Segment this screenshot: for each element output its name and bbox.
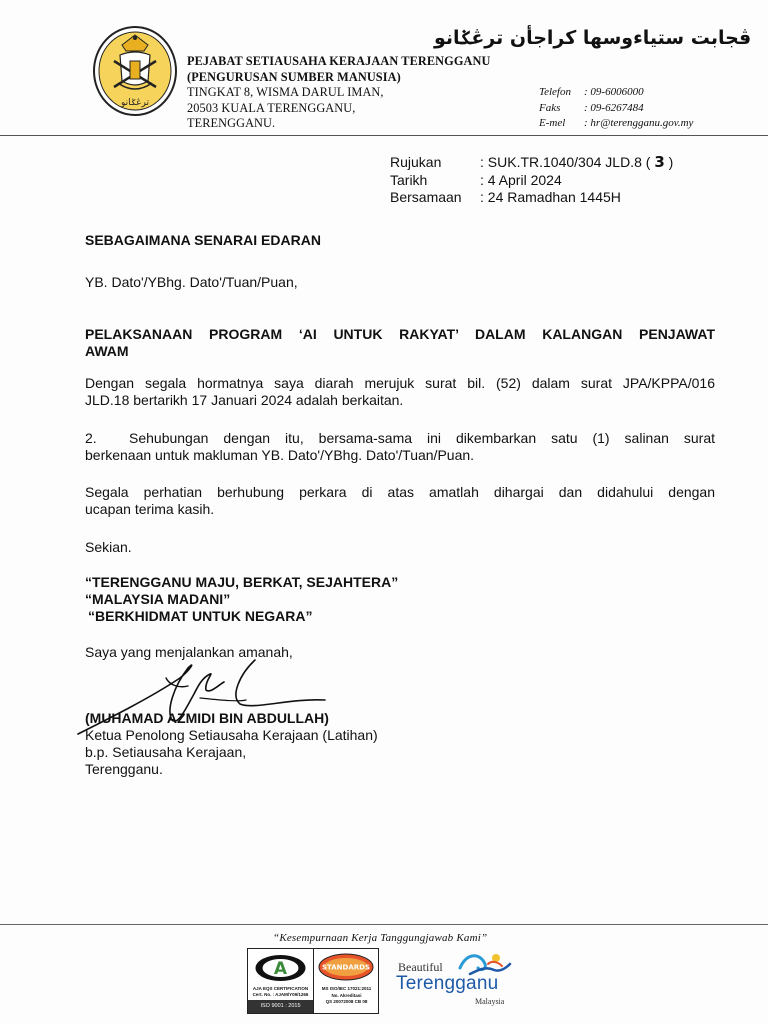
salutation: YB. Dato'/YBhg. Dato'/Tuan/Puan, [85,274,298,290]
footer-terengganu: Terengganu [396,973,499,994]
cert-right-brand: STANDARDS [321,963,371,972]
bersamaan-value: : 24 Ramadhan 1445H [480,189,621,205]
slogan-2: “MALAYSIA MADANI” [85,591,231,607]
rujukan-label: Rujukan [390,154,442,170]
tarikh-label: Tarikh [390,171,428,188]
standards-malaysia-badge [314,949,379,1013]
telefon-value: : 09-6006000 [584,86,644,98]
cert-left-no: Cert. No. : AJAM/Y09/1266 [252,992,309,997]
para2-line-1: Sehubungan dengan itu, bersama-sama ini dikembarkan satu (1) salinan surat [129,430,715,446]
cert-right-no: QS 20072008 CB 08 [325,999,368,1004]
slogan-1: “TERENGGANU MAJU, BERKAT, SEJAHTERA” [85,574,399,590]
cert-left-iso: ISO 9001 : 2015 [248,1000,313,1013]
footer-beautiful: Beautiful [398,960,443,974]
footer-malaysia: Malaysia [475,997,505,1006]
tarikh-value: : 4 April 2024 [480,171,562,188]
header-divider [0,135,768,136]
para1-line-1: Dengan segala hormatnya saya diarah merujuk surat bil. (52) dalam surat JPA/KPPA/016 [85,375,715,391]
svg-text:A: A [273,959,288,979]
cert-right-title: MS ISO/IEC 17021:2011 [321,986,372,991]
handwritten-signature-icon [70,638,330,738]
closing: Sekian. [85,539,132,555]
trust-line: Saya yang menjalankan amanah, [85,644,293,660]
recipient-heading: SEBAGAIMANA SENARAI EDARAN [85,232,321,248]
iso-certification-badge [248,949,313,1013]
slogan-3: “BERKHIDMAT UNTUK NEGARA” [88,608,313,624]
cert-right-no-label: No. Akreditasi [331,993,362,998]
certification-badges [247,948,379,1014]
terengganu-crest-icon [92,25,178,117]
para2-line-1-row [85,430,715,447]
footer-motto: “Kesempurnaan Kerja Tanggungjawab Kami” [273,932,488,944]
bersamaan-label: Bersamaan [390,189,462,205]
email-value[interactable]: : hr@terengganu.gov.my [584,117,694,129]
footer-divider [0,924,768,925]
signatory-name: (MUHAMAD AZMIDI BIN ABDULLAH) [85,710,329,726]
email-label: E-mel [539,117,566,129]
subject-line-1: PELAKSANAAN PROGRAM ‘AI UNTUK RAKYAT’ DALAM KALANGAN PENJAWAT [85,326,715,342]
org-division: (PENGURUSAN SUMBER MANUSIA) [187,69,401,84]
rujukan-value: : SUK.TR.1040/304 JLD.8 ( 3 ) [480,153,674,171]
jawi-title: ڤجابت ستياءوسها كراجأن ترڠݢانو [434,27,752,49]
address-line-1: TINGKAT 8, WISMA DARUL IMAN, [187,85,384,99]
subject-line-2: AWAM [85,343,129,359]
para1-line-2: JLD.18 bertarikh 17 Januari 2024 adalah berkaitan. [85,392,404,408]
aja-logo-icon [254,953,307,983]
jawi-title-icon [186,20,752,54]
standards-logo-icon [318,953,374,981]
telefon-label: Telefon [539,86,571,98]
reference-block [390,154,673,207]
cert-left-title: AJA EQS CERTIFICATION [252,986,309,991]
para2-line-2: berkenaan untuk makluman YB. Dato'/YBhg. Dato'/Tuan/Puan. [85,447,475,463]
crest-label: ترڠݢانو [120,98,150,108]
para2-number: 2. [85,430,97,446]
address-line-2: 20503 KUALA TERENGGANU, [187,100,356,115]
signatory-bp: b.p. Setiausaha Kerajaan, [85,744,247,760]
signatory-title: Ketua Penolong Setiausaha Kerajaan (Latihan) [85,727,378,743]
rujukan-number: 3 [654,153,665,171]
para3-line-2: ucapan terima kasih. [85,501,215,517]
org-name: PEJABAT SETIAUSAHA KERAJAAN TERENGGANU [187,54,491,68]
faks-value: : 09-6267484 [584,101,644,114]
address-line-3: TERENGGANU. [187,116,276,130]
contact-block [539,85,693,132]
signatory-state: Terengganu. [85,761,163,777]
para3-line-1: Segala perhatian berhubung perkara di atas amatlah dihargai dan didahului dengan [85,484,715,500]
organization-block [187,54,490,132]
faks-label: Faks [539,101,561,114]
